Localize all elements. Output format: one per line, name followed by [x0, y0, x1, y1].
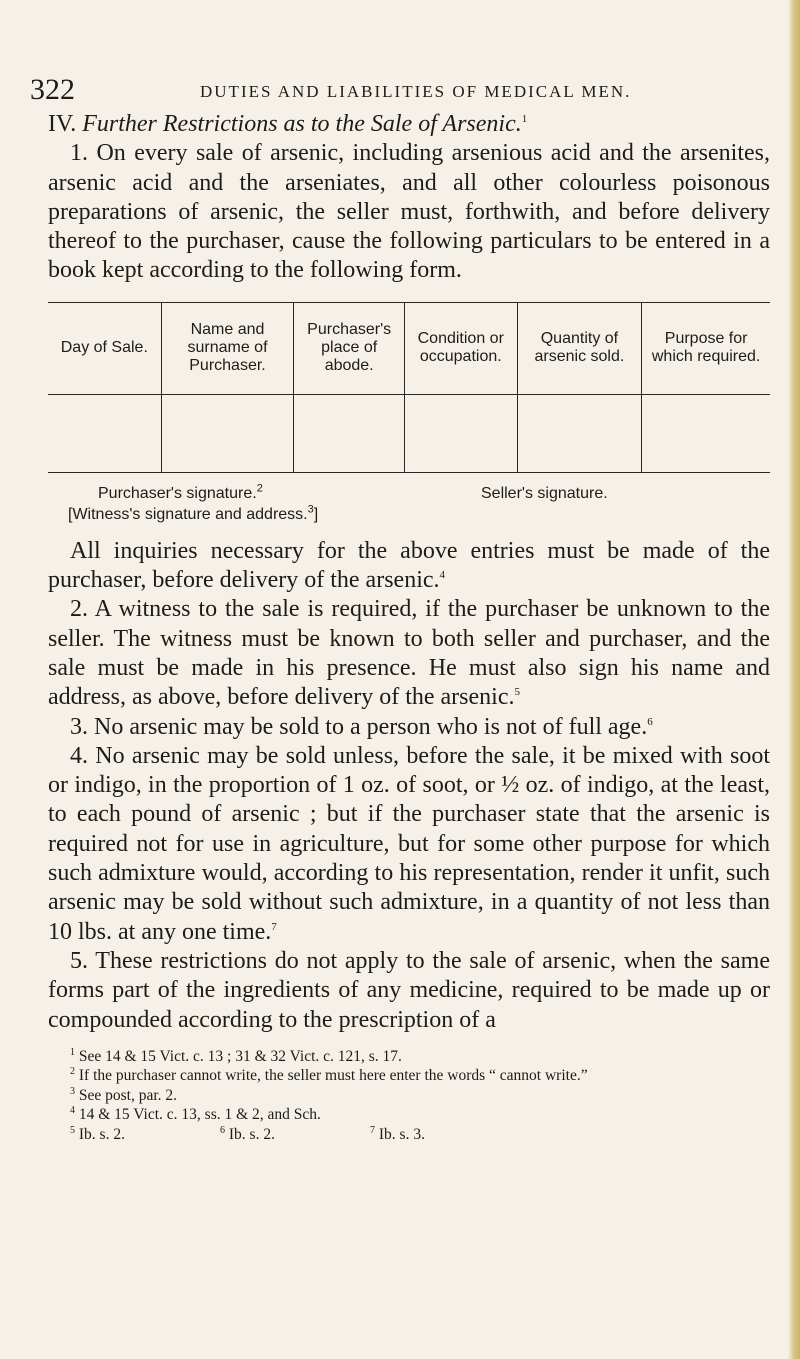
footnote: $^5$ Ib. s. 2. [70, 1124, 125, 1143]
column-header: Quantity of arsenic sold. [517, 302, 642, 394]
register-form-table [48, 302, 770, 473]
table-cell [404, 394, 517, 472]
footnote-ref: 7 [271, 920, 277, 933]
section-number: IV. [48, 111, 77, 137]
paragraph-admixture: 4. No arsenic may be sold unless, before the sale, it be mixed with soot or indigo, in the proportion of 1 oz. of soot, or ½ oz. of indigo, at the least, to each pound of arsenic ; but if the purchaser state that the arsenic is required not for use in agriculture, but for some other purpose for which such admixture would, according to his representation, render it unfit, such arsenic may be sold without such admixture, in a quantity of not less than 10 lbs. at any one time.$^7$ [48, 742, 770, 945]
column-header: Name and surname of Purchaser. [161, 302, 294, 394]
page-header [0, 70, 800, 110]
footnote: $^2$ If the purchaser cannot write, the seller must here enter the words “ cannot write.” [70, 1066, 588, 1085]
column-header: Day of Sale. [48, 302, 161, 394]
footnote-ref: 4 [439, 569, 446, 582]
footnote-ref: 1 [521, 113, 528, 125]
footnote: $^1$ See 14 & 15 Vict. c. 13 ; 31 & 32 Vict. c. 121, s. 17. [70, 1046, 402, 1065]
table-cell [642, 394, 770, 472]
footnote: $^6$ Ib. s. 2. [220, 1124, 275, 1143]
column-header: Purpose for which required. [642, 302, 770, 394]
purchaser-signature-label: Purchaser's signature.$^2$ [98, 482, 263, 502]
footnote: $^4$ 14 & 15 Vict. c. 13, ss. 1 & 2, and Sch. [70, 1105, 321, 1124]
page-body [48, 110, 770, 1144]
section-title: Further Restrictions as to the Sale of Arsenic. [82, 111, 522, 137]
footnotes [48, 1047, 770, 1145]
table-cell [161, 394, 294, 472]
section-heading [48, 110, 770, 139]
paragraph-inquiries: All inquiries necessary for the above entries must be made of the purchaser, before delivery of the arsenic.$^4$ [48, 537, 770, 594]
column-header: Condition or occupation. [404, 302, 517, 394]
footnote: $^3$ See post, par. 2. [70, 1085, 178, 1104]
paragraph-full-age: 3. No arsenic may be sold to a person who is not of full age.$^6$ [70, 713, 653, 740]
running-head: DUTIES AND LIABILITIES OF MEDICAL MEN. [200, 82, 632, 101]
footnote-row [48, 1125, 770, 1145]
table-cell [517, 394, 642, 472]
witness-line: [Witness's signature and address.$^3$] [68, 503, 319, 523]
table-row [48, 394, 770, 472]
seller-signature-label: Seller's signature. [481, 484, 608, 502]
column-header: Purchaser's place of abode. [294, 302, 405, 394]
footnote-ref: 6 [647, 715, 653, 728]
table-cell [48, 394, 161, 472]
signature-block [48, 483, 770, 525]
footnote-ref: 5 [514, 686, 520, 699]
footnote-ref: 3 [307, 503, 314, 516]
table-cell [294, 394, 405, 472]
paragraph-1: 1. On every sale of arsenic, including arsenious acid and the arsenites, arsenic acid and the arseniates, and all other colourless poisonous preparations of arsenic, the seller must, forthwith, and before delivery thereof to the purchaser, cause the following particulars to be entered in a book kept according to the following form. [48, 140, 770, 284]
paragraph-witness: 2. A witness to the sale is required, if the purchaser be unknown to the seller. The witness must be known to both seller and purchaser, and the sale must be made in his presence. He must also sign his name and address, as above, before delivery of the arsenic.$^5$ [48, 596, 770, 711]
paragraph-exemption: 5. These restrictions do not apply to the sale of arsenic, when the same forms part of the ingredients of any medicine, required to be made up or compounded according to the prescription of a [48, 947, 770, 1033]
page-edge [788, 0, 800, 1359]
page-number: 322 [30, 73, 75, 106]
footnote-ref: 2 [256, 482, 263, 495]
footnote: $^7$ Ib. s. 3. [370, 1124, 425, 1143]
